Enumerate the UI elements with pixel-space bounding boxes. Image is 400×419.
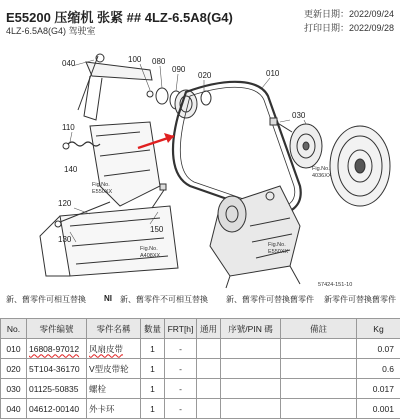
callout-140: 140 [64, 165, 78, 174]
parts-diagram [0, 36, 400, 290]
table-row[interactable] [1, 339, 400, 359]
col-no: No. [1, 319, 27, 339]
cell-part-number[interactable]: 01125-50835 [27, 379, 87, 399]
legend-new-part-replaces: 新零件可替換舊零件 [324, 294, 396, 305]
col-part-number: 零件编號 [27, 319, 87, 339]
cell-qty: 1 [141, 359, 165, 379]
cell-frt: - [165, 379, 197, 399]
callout-080: 080 [152, 57, 166, 66]
legend-interchangeable: 新、舊零件可相互替換 [6, 294, 86, 305]
cell-frt: - [165, 339, 197, 359]
callout-030: 030 [292, 111, 306, 120]
cell-note [281, 399, 357, 419]
col-kg: Kg [357, 319, 400, 339]
figref-4: Fig.No. [140, 246, 158, 252]
cell-qty: 1 [141, 379, 165, 399]
cell-part-number[interactable]: 5T104-36170 [27, 359, 87, 379]
page-header [0, 0, 400, 36]
col-qty: 數量 [141, 319, 165, 339]
updated-date: 更新日期：2022/09/24 [304, 7, 394, 21]
cell-no: 020 [1, 359, 27, 379]
cell-frt: - [165, 359, 197, 379]
callout-120: 120 [58, 199, 72, 208]
col-note: 備註 [281, 319, 357, 339]
table-row[interactable] [1, 379, 400, 399]
cell-serial [221, 399, 281, 419]
legend-not-interchangeable: 新、舊零件不可相互替換 [120, 294, 208, 305]
part-name-text: 风扇皮带 [89, 344, 123, 354]
cell-note [281, 339, 357, 359]
cell-kg: 0.017 [357, 379, 400, 399]
cell-note [281, 359, 357, 379]
table-header-row [1, 319, 400, 339]
page-subtitle: 4LZ-6.5A8(G4) 驾驶室 [6, 24, 96, 37]
legend-new-replaces-old: 新、舊零件可替換舊零件 [226, 294, 314, 305]
figref-1: Fig.No. [92, 182, 110, 188]
cell-part-number[interactable] [27, 339, 87, 359]
drawing-number: 57424-151-10 [318, 282, 352, 288]
legend-ni-mark: NI [104, 294, 112, 303]
cell-no: 030 [1, 379, 27, 399]
cell-part-name: 螺栓 [87, 379, 141, 399]
parts-table [0, 318, 400, 419]
cell-frt: - [165, 399, 197, 419]
callout-040: 040 [62, 59, 76, 68]
figref-3: Fig.No. [268, 242, 286, 248]
figref-1b: E550XX [92, 189, 113, 195]
col-frt: FRT[h] [165, 319, 197, 339]
cell-kg: 0.001 [357, 399, 400, 419]
cell-part-number[interactable]: 04612-00140 [27, 399, 87, 419]
cell-kg: 0.6 [357, 359, 400, 379]
cell-qty: 1 [141, 339, 165, 359]
table-row[interactable] [1, 399, 400, 419]
callout-110: 110 [62, 123, 75, 132]
figref-3b: E550XX [268, 249, 289, 255]
page-title: E55200 压缩机 张紧 ## 4LZ-6.5A8(G4) [6, 7, 233, 26]
callout-100: 100 [128, 55, 142, 64]
cell-serial [221, 339, 281, 359]
col-common: 通用 [197, 319, 221, 339]
dates-block [304, 7, 394, 35]
table-row[interactable] [1, 359, 400, 379]
cell-part-name: V型皮带轮 [87, 359, 141, 379]
cell-common [197, 399, 221, 419]
legend-bar [6, 292, 398, 308]
callout-150: 150 [150, 225, 164, 234]
col-serial: 序號/PIN 碼 [221, 319, 281, 339]
cell-part-name [87, 339, 141, 359]
cell-part-name: 外卡环 [87, 399, 141, 419]
cell-note [281, 379, 357, 399]
figref-4b: A408XX [140, 253, 161, 259]
callout-020: 020 [198, 71, 212, 80]
cell-qty: 1 [141, 399, 165, 419]
cell-common [197, 379, 221, 399]
cell-common [197, 359, 221, 379]
callout-130: 130 [58, 235, 72, 244]
figref-2b: 4036XX [312, 173, 332, 179]
cell-kg: 0.07 [357, 339, 400, 359]
figref-2: Fig.No. [312, 166, 330, 172]
cell-no: 040 [1, 399, 27, 419]
cell-no: 010 [1, 339, 27, 359]
cell-common [197, 339, 221, 359]
parts-table-wrap [0, 318, 400, 419]
cell-serial [221, 359, 281, 379]
callout-010: 010 [266, 69, 280, 78]
part-number-link[interactable]: 16808-97012 [29, 344, 79, 354]
printed-date: 打印日期：2022/09/28 [304, 21, 394, 35]
cell-serial [221, 379, 281, 399]
col-part-name: 零件名稱 [87, 319, 141, 339]
callout-090: 090 [172, 65, 186, 74]
